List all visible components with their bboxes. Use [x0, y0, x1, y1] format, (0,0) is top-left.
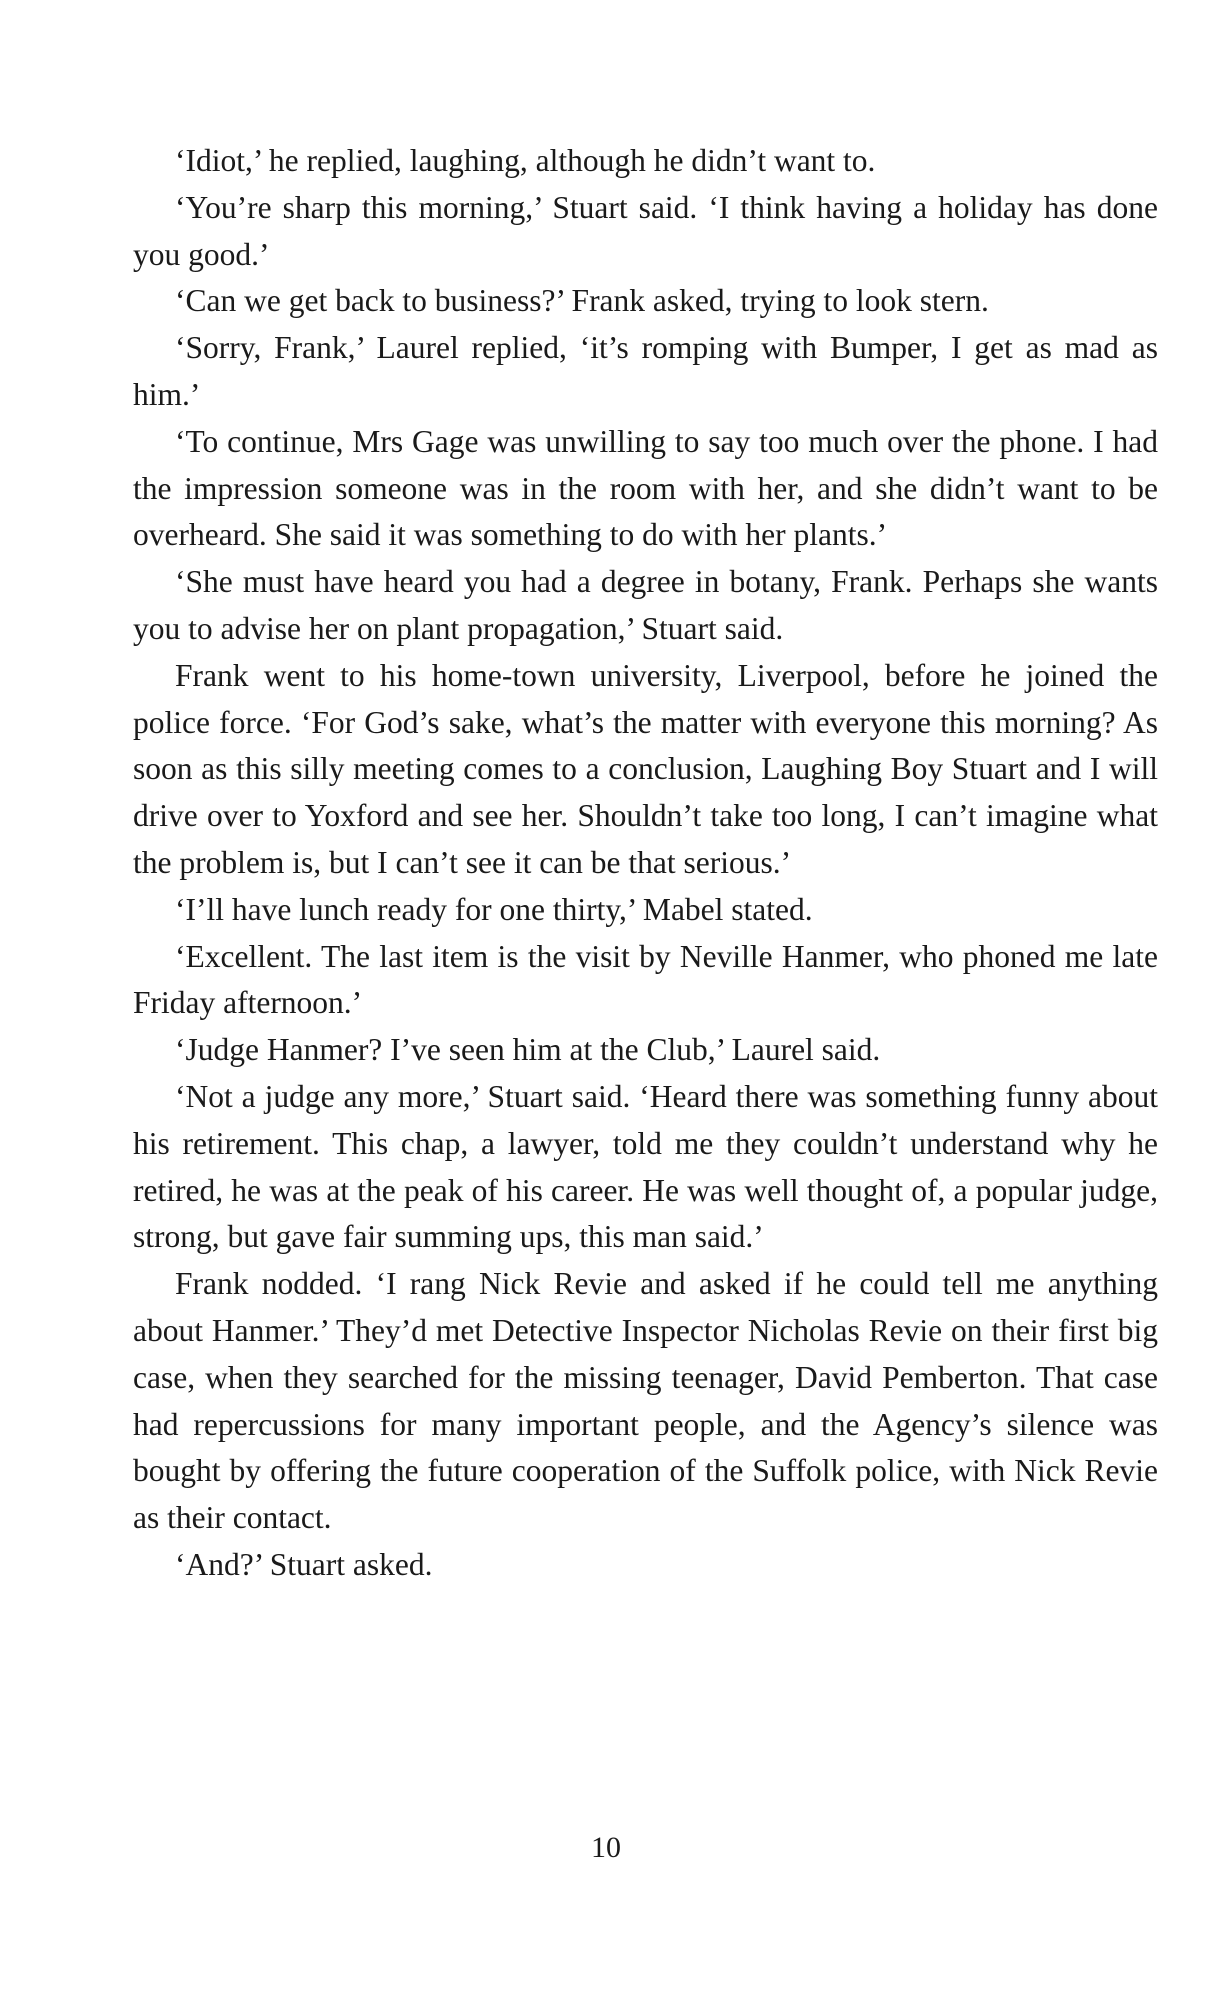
paragraph-13: ‘And?’ Stuart asked.: [175, 1546, 433, 1582]
paragraph-10: ‘Judge Hanmer? I’ve seen him at the Club,’ Laurel said.: [175, 1032, 881, 1068]
paragraph-1: ‘Idiot,’ he replied, laughing, although he didn’t want to.: [175, 143, 876, 178]
paragraph-6: ‘She must have heard you had a degree in botany, Frank. Perhaps she wants you to advise her on plant propagation,’ Stuart said.: [133, 564, 1158, 646]
paragraph-12: Frank nodded. ‘I rang Nick Revie and asked if he could tell me anything about Hanmer.’ They’d met Detective Inspector Nicholas Revie on their first big case, when they searched for the missing teenager, David Pemberton. That case had repercussions for many important people, and the Agency’s silence was bought by offering the future cooperation of the Suffolk police, with Nick Revie as their contact.: [133, 1266, 1158, 1536]
paragraph-7: Frank went to his home-town university, Liverpool, before he joined the police force. ‘For God’s sake, what’s the matter with everyone this morning? As soon as this silly meeting comes to a conclusion, Laughing Boy Stuart and I will drive over to Yoxford and see her. Shouldn’t take too long, I can’t imagine what the problem is, but I can’t see it can be that serious.’: [133, 657, 1158, 880]
paragraph-11: ‘Not a judge any more,’ Stuart said. ‘Heard there was something funny about his retirement. This chap, a lawyer, told me they couldn’t understand why he retired, he was at the peak of his career. He was well thought of, a popular judge, strong, but gave fair summing ups, this man said.’: [133, 1078, 1158, 1255]
body-text: [133, 138, 1158, 1589]
paragraph-3: ‘Can we get back to business?’ Frank asked, trying to look stern.: [175, 283, 989, 319]
paragraph-9: ‘Excellent. The last item is the visit by Neville Hanmer, who phoned me late Friday afternoon.’: [133, 938, 1158, 1021]
paragraph-5: ‘To continue, Mrs Gage was unwilling to say too much over the phone. I had the impression someone was in the room with her, and she didn’t want to be overheard. She said it was something to do with her plants.’: [133, 423, 1158, 553]
page-number: 10: [591, 1831, 621, 1864]
paragraph-4: ‘Sorry, Frank,’ Laurel replied, ‘it’s romping with Bumper, I get as mad as him.’: [133, 330, 1158, 412]
paragraph-2: ‘You’re sharp this morning,’ Stuart said. ‘I think having a holiday has done you good.’: [133, 189, 1158, 272]
paragraph-8: ‘I’ll have lunch ready for one thirty,’ Mabel stated.: [175, 891, 813, 927]
